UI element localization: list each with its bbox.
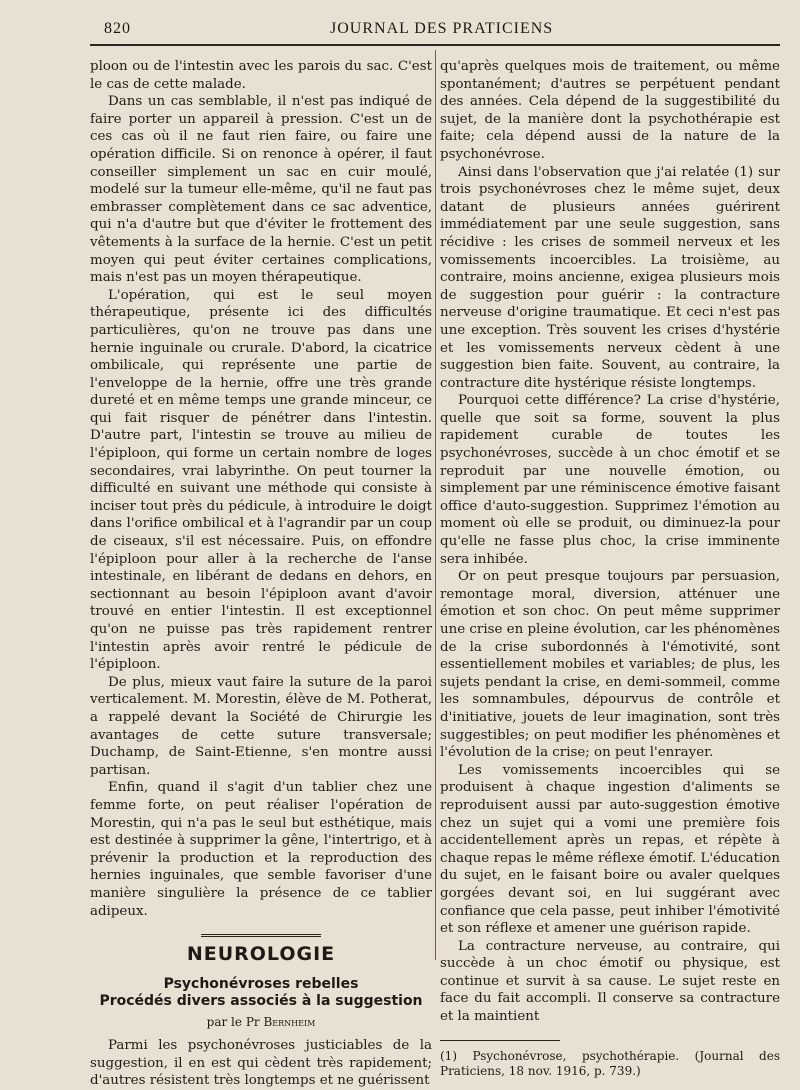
paragraph: Enfin, quand il s'agit d'un tablier chez une femme forte, on peut réaliser l'opération de Morestin, qui n'a pas le seul but esthétique, mais est destinée à supprimer la gêne, l'intertrigo, et à prévenir la production et la reproduction des hernies inguinales, que semble favoriser d'une manière singulière la présence de ce tablier adipeux. [90, 780, 432, 919]
right-column [440, 58, 780, 1079]
article-author [90, 1014, 432, 1032]
author-prefix: par le Pr [206, 1014, 260, 1029]
header-rule [90, 44, 780, 46]
article-title-line: Psychonévroses rebelles [163, 975, 359, 992]
paragraph: L'opération, qui est le seul moyen thérapeutique, présente ici des difficultés particulières, qu'on ne trouve pas dans une hernie inguinale ou crurale. D'abord, la cicatrice ombilicale, qui représente une partie de l'enveloppe de la hernie, offre une très grande dureté et en même temps une grande minceur, ce qui fait risquer de pénétrer dans l'intestin. D'autre part, l'intestin se trouve au milieu de l'épiploon, qui forme un certain nombre de loges secondaires, vrai labyrinthe. On peut tourner la difficulté en suivant une méthode qui consiste à inciser tout près du pédicule, à introduire le doigt dans l'orifice ombilical et à l'agrandir par un coup de ciseaux, s'il est nécessaire. Puis, on effondre l'épiploon pour aller à la recherche de l'anse intestinale, en libérant de dedans en dehors, en sectionnant au besoin l'épiploon avant d'avoir trouvé en entier l'intestin. Il est exceptionnel qu'on ne puisse pas très rapidement rentrer l'intestin après avoir rentré le pédicule de l'épiploon. [90, 287, 432, 673]
author-name: Bernheim [263, 1014, 316, 1029]
left-column [90, 58, 432, 1090]
article-title [90, 976, 432, 1010]
page-number: 820 [104, 20, 131, 37]
paragraph: La contracture nerveuse, au contraire, qui succède à un choc émotif ou physique, est continue et survit à sa cause. Le sujet reste en face du fait accompli. Il conserve sa contracture et la maintient [440, 938, 780, 1025]
footnote-rule [440, 1040, 560, 1041]
paragraph: De plus, mieux vaut faire la suture de la paroi verticalement. M. Morestin, élève de M. Potherat, a rappelé devant la Société de Chirurgie les avantages de cette suture transversale; Duchamp, de Saint-Etienne, s'en montre aussi partisan. [90, 674, 432, 778]
footnote: (1) Psychonévrose, psychothérapie. (Journal des Praticiens, 18 nov. 1916, p. 739.) [440, 1048, 780, 1078]
paragraph: Pourquoi cette différence? La crise d'hystérie, quelle que soit sa forme, souvent la plus rapidement curable de toutes les psychonévroses, succède à un choc émotif et se reproduit par une nouvelle émotion, ou simplement par une réminiscence émotive faisant office d'auto-suggestion. Supprimez l'émotion au moment où elle se produit, ou diminuez-la pour qu'elle ne fasse plus choc, la crise imminente sera inhibée. [440, 393, 780, 567]
paragraph: Ainsi dans l'observation que j'ai relatée (1) sur trois psychonévroses chez le même sujet, deux datant de plusieurs années guérirent immédiatement par une seule suggestion, sans récidive : les crises de sommeil nerveux et les vomissements incoercibles. La troisième, au contraire, moins ancienne, exigea plusieurs mois de suggestion pour guérir : la contracture nerveuse d'origine traumatique. Et ceci n'est pas une exception. Très souvent les crises d'hystérie et les vomissements nerveux cèdent à une suggestion bien faite. Souvent, au contraire, la contracture dite hystérique résiste longtemps. [440, 164, 780, 391]
section-title: NEUROLOGIE [186, 943, 336, 966]
paragraph: qu'après quelques mois de traitement, ou même spontanément; d'autres se perpétuent pendant des années. Cela dépend de la suggestibilité du sujet, de la manière dont la psychothérapie est faite; cela dépend aussi de la nature de la psychonévrose. [440, 59, 780, 162]
running-header [90, 14, 780, 44]
paragraph: Or on peut presque toujours par persuasion, remontage moral, diversion, atténuer une émotion et son choc. On peut même supprimer une crise en pleine évolution, car les phénomènes de la crise subordonnés à l'émotivité, sont essentiellement mobiles et variables; de plus, les sujets pendant la crise, en demi-sommeil, comme les somnambules, dépourvus de contrôle et d'initiative, jouets de leur imagination, sont très suggestibles; on peut modifier les phénomènes et l'évolution de la crise; on peut l'enrayer. [440, 569, 780, 761]
journal-title: JOURNAL DES PRATICIENS [330, 20, 554, 37]
section-rule [201, 934, 321, 940]
paragraph: Dans un cas semblable, il n'est pas indiqué de faire porter un appareil à pression. C'est un de ces cas où il ne faut rien faire, ou faire une opération difficile. Si on renonce à opérer, il faut conseiller simplement un sac en cuir moulé, modelé sur la tumeur elle-même, qu'il ne faut pas embrasser complètement dans ce sac adventice, qui n'a d'autre but que d'éviter le frottement des vêtements à la surface de la hernie. C'est un petit moyen qui peut éviter certaines complications, mais n'est pas un moyen thérapeutique. [90, 94, 432, 286]
paragraph: Parmi les psychonévroses justiciables de la suggestion, il en est qui cèdent très rapidement; d'autres résistent très longtemps et ne guérissent [90, 1038, 432, 1089]
column-divider [435, 50, 436, 960]
article-title-line: Procédés divers associés à la suggestion [99, 992, 423, 1009]
paragraph: Les vomissements incoercibles qui se produisent à chaque ingestion d'aliments se reproduisent aussi par auto-suggestion émotive chez un sujet qui a vomi une première fois accidentellement après un repas, et répète à chaque repas le même réflexe émotif. L'éducation du sujet, en le faisant boire ou avaler quelques gorgées devant soi, en lui suggérant avec confiance que cela passe, peut inhiber l'émotivité et son réflexe et amener une guérison rapide. [440, 762, 780, 937]
paragraph: ploon ou de l'intestin avec les parois du sac. C'est le cas de cette malade. [90, 59, 432, 92]
